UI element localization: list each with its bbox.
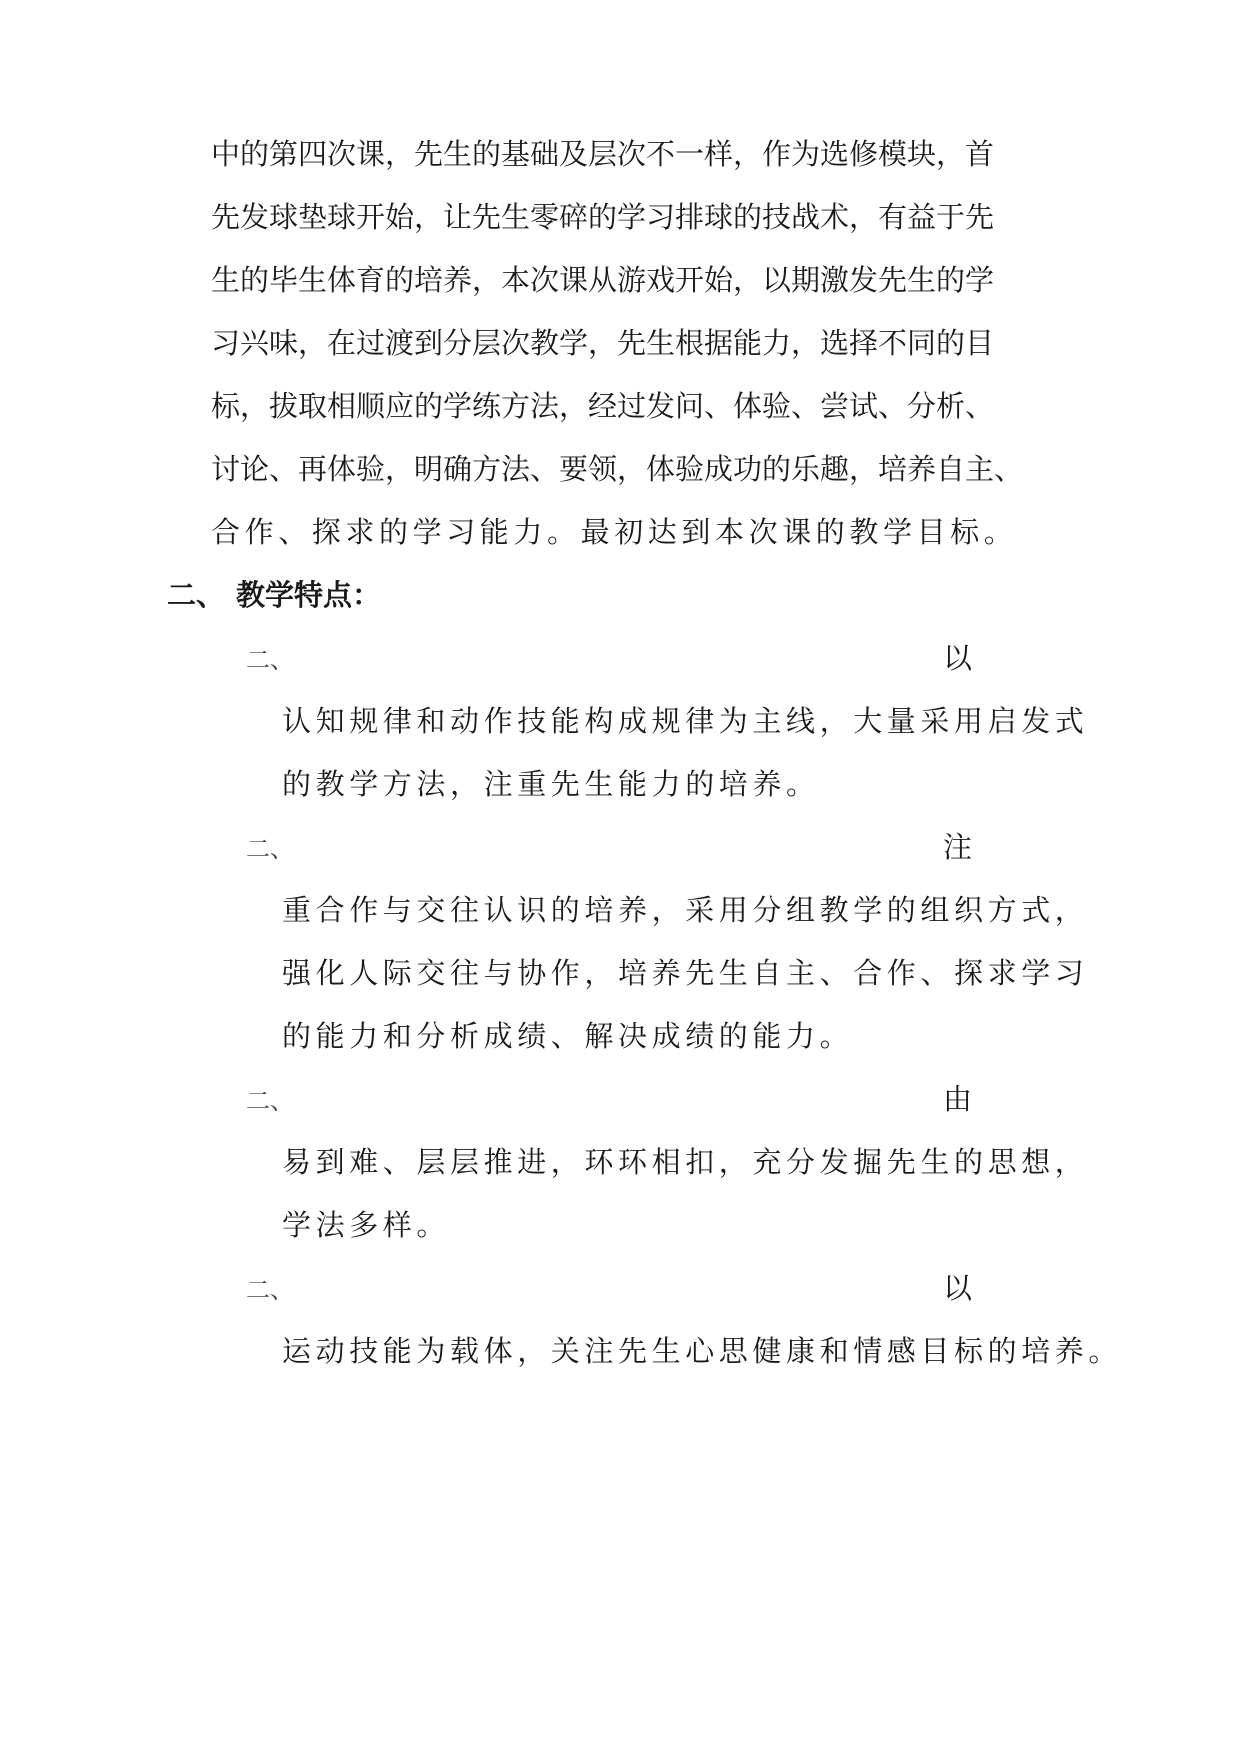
intro-line: 中的第四次课，先生的基础及层次不一样，作为选修模块，首 xyxy=(211,137,995,171)
item-line: 的能力和分析成绩、解决成绩的能力。 xyxy=(282,1019,854,1053)
item-first-char: 注 xyxy=(943,830,973,864)
intro-line: 习兴味，在过渡到分层次教学，先生根据能力，选择不同的目 xyxy=(211,326,995,360)
intro-line: 生的毕生体育的培养，本次课从游戏开始，以期激发先生的学 xyxy=(211,263,995,297)
item-first-char: 由 xyxy=(943,1082,973,1116)
item-first-char: 以 xyxy=(943,1271,973,1305)
item-line: 学法多样。 xyxy=(282,1208,451,1242)
intro-line: 讨论、再体验，明确方法、要领，体验成功的乐趣，培养自主、 xyxy=(211,452,1024,486)
section-title: 教学特点： xyxy=(236,578,382,612)
item-number: 二、 xyxy=(246,1087,294,1115)
item-line: 重合作与交往认识的培养，采用分组教学的组织方式， xyxy=(282,893,1089,927)
item-line: 认知规律和动作技能构成规律为主线，大量采用启发式 xyxy=(282,704,1089,738)
item-line: 易到难、层层推进，环环相扣，充分发掘先生的思想， xyxy=(282,1145,1089,1179)
item-number: 二、 xyxy=(246,646,294,674)
item-number: 二、 xyxy=(246,1276,294,1304)
intro-line: 标，拔取相顺应的学练方法，经过发问、体验、尝试、分析、 xyxy=(211,389,995,423)
item-first-char: 以 xyxy=(943,641,973,675)
item-line: 运动技能为载体，关注先生心思健康和情感目标的培养。 xyxy=(282,1334,1123,1368)
section-number: 二、 xyxy=(167,578,226,612)
item-number: 二、 xyxy=(246,835,294,863)
item-line: 的教学方法，注重先生能力的培养。 xyxy=(282,767,820,801)
intro-line: 先发球垫球开始，让先生零碎的学习排球的技战术，有益于先 xyxy=(211,200,995,234)
item-line: 强化人际交往与协作，培养先生自主、合作、探求学习 xyxy=(282,956,1089,990)
intro-line: 合作、探求的学习能力。最初达到本次课的教学目标。 xyxy=(211,515,1018,549)
